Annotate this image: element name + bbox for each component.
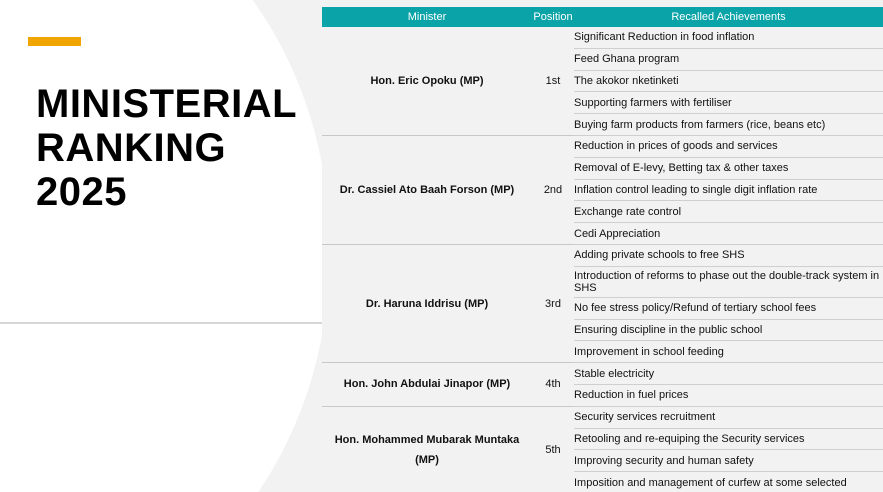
ranking-table xyxy=(322,7,883,492)
white-background-shape xyxy=(0,0,330,492)
achievement-item: Ensuring discipline in the public school xyxy=(574,319,883,341)
achievement-item: Buying farm products from farmers (rice, beans etc) xyxy=(574,114,883,136)
header-minister: Minister xyxy=(322,7,532,27)
achievement-item: Removal of E-levy, Betting tax & other taxes xyxy=(574,157,883,179)
table-row xyxy=(322,135,883,157)
slide-title xyxy=(36,82,297,214)
table-row xyxy=(322,406,883,428)
divider-line xyxy=(0,322,322,324)
achievement-item: Reduction in prices of goods and services xyxy=(574,135,883,157)
achievement-item: Retooling and re-equiping the Security services xyxy=(574,428,883,450)
achievement-item: Reduction in fuel prices xyxy=(574,384,883,406)
table-row xyxy=(322,363,883,385)
minister-position: 3rd xyxy=(532,244,574,362)
minister-position: 1st xyxy=(532,27,574,135)
achievement-item: Significant Reduction in food inflation xyxy=(574,27,883,48)
achievement-item: Improving security and human safety xyxy=(574,450,883,472)
table-row xyxy=(322,27,883,48)
table-header-row xyxy=(322,7,883,27)
achievement-item: The akokor nketinketi xyxy=(574,70,883,92)
achievement-item: Inflation control leading to single digit inflation rate xyxy=(574,179,883,201)
achievement-item: Introduction of reforms to phase out the double-track system in SHS xyxy=(574,266,883,297)
minister-name: Hon. Mohammed Mubarak Muntaka (MP) xyxy=(322,406,532,492)
achievement-item: Improvement in school feeding xyxy=(574,341,883,363)
achievement-item: Adding private schools to free SHS xyxy=(574,244,883,266)
minister-name: Hon. John Abdulai Jinapor (MP) xyxy=(322,363,532,407)
header-achievements: Recalled Achievements xyxy=(574,7,883,27)
achievement-item: Supporting farmers with fertiliser xyxy=(574,92,883,114)
achievement-item: Feed Ghana program xyxy=(574,48,883,70)
minister-name: Dr. Haruna Iddrisu (MP) xyxy=(322,244,532,362)
minister-position: 5th xyxy=(532,406,574,492)
achievement-item: Imposition and management of curfew at some selected xyxy=(574,472,883,492)
accent-bar xyxy=(28,37,81,46)
title-line-2: RANKING xyxy=(36,126,227,170)
header-position: Position xyxy=(532,7,574,27)
achievement-item: Cedi Appreciation xyxy=(574,223,883,245)
achievement-item: No fee stress policy/Refund of tertiary school fees xyxy=(574,297,883,319)
achievement-item: Stable electricity xyxy=(574,363,883,385)
title-line-3: 2025 xyxy=(36,170,127,214)
minister-position: 2nd xyxy=(532,135,574,244)
achievement-item: Exchange rate control xyxy=(574,201,883,223)
table-row xyxy=(322,244,883,266)
minister-position: 4th xyxy=(532,363,574,407)
achievement-item: Security services recruitment xyxy=(574,406,883,428)
minister-name: Hon. Eric Opoku (MP) xyxy=(322,27,532,135)
title-line-1: MINISTERIAL xyxy=(36,82,298,126)
minister-name: Dr. Cassiel Ato Baah Forson (MP) xyxy=(322,135,532,244)
